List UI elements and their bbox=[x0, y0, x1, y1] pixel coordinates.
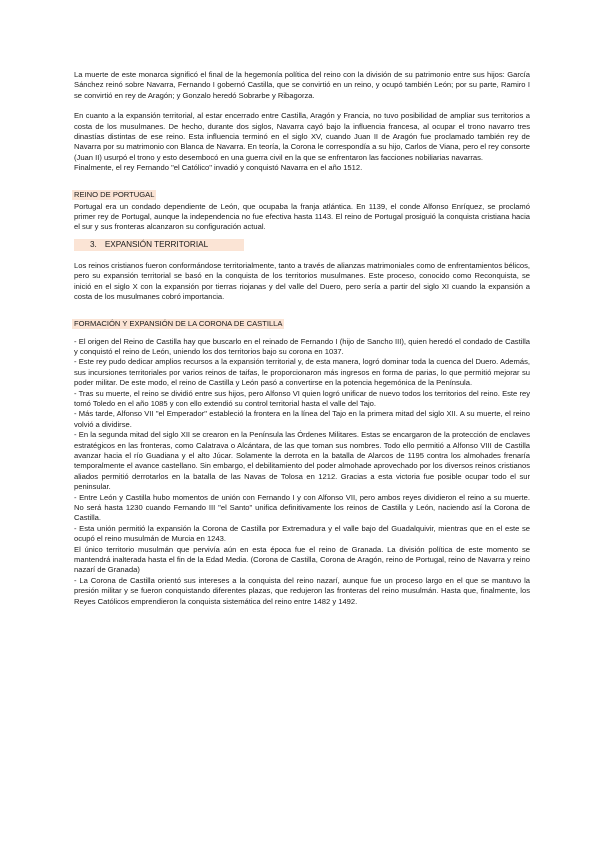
list-item-fernando-i: - El origen del Reino de Castilla hay que buscarlo en el reinado de Fernando I (hijo de Sancho III), quien heredó el condado de Castilla y conquistó el reino de León, uniendo los dos territorios bajo su corona en 1037. bbox=[74, 336, 530, 356]
section-title: EXPANSIÓN TERRITORIAL bbox=[104, 239, 209, 249]
paragraph-reconquista: Los reinos cristianos fueron conformándose territorialmente, tanto a través de alianzas matrimoniales como de enfrentamientos bélicos, pero su expansión territorial se basó en la conquista de los territorios musulmanes. Este proceso, conocido como Reconquista, se inició en el siglo X con la expansión por tierras riojanas y del valle del Duero, pero sería a partir del siglo XI cuando la expansión a costa de los musulmanes cobró importancia. bbox=[74, 260, 530, 302]
heading-corona-de-castilla: FORMACIÓN Y EXPANSIÓN DE LA CORONA DE CASTILLA bbox=[74, 318, 283, 328]
list-item-ordenes-militares: - En la segunda mitad del siglo XII se crearon en la Península las Órdenes Militares. Estas se encargaron de la protección de enclaves estratégicos en las fronteras, como Calatrava o Alcántara, de las que toman sus nombres. Todo ello permitió a Alfonso VIII de Castilla avanzar hacia el río Guadiana y el alto Júcar. Solamente la derrota en la batalla de Alarcos de 1195 contra los almohades frenaría temporalmente el avance castellano. Sin embargo, el debilitamiento del poder almohade aprovechado por los diversos reinos cristianos aliados permitió derrotarlos en la batalla de las Navas de Tolosa en 1212. Gracias a esta victoria fue posible ocupar todo el sur peninsular. bbox=[74, 430, 530, 492]
document-body bbox=[74, 70, 530, 607]
list-item-fernando-iii: - Entre León y Castilla hubo momentos de unión con Fernando I y con Alfonso VII, pero ambos reyes dividieron el reino a su muerte. No será hasta 1230 cuando Fernando III "el Santo" unifica definitivamente los reinos de Castilla y León, naciendo así la Corona de Castilla. bbox=[74, 492, 530, 523]
list-item-extremadura-murcia: - Esta unión permitió la expansión la Corona de Castilla por Extremadura y el valle bajo del Guadalquivir, mientras que en el este se ocupó el reino musulmán de Murcia en 1243. bbox=[74, 523, 530, 544]
list-item-reino-nazari: - La Corona de Castilla orientó sus intereses a la conquista del reino nazarí, aunque fue un proceso largo en el que se mantuvo la presión militar y se fueron conquistando diferentes plazas, que redujeron las fronteras del reino musulmán. Hasta que, finalmente, los Reyes Católicos emprendieron la conquista sistemática del reino entre 1482 y 1492. bbox=[74, 575, 530, 606]
list-item-duero-expansion: - Este rey pudo dedicar amplios recursos a la expansión territorial y, de esta manera, logró dominar toda la cuenca del Duero. Además, sus incursiones territoriales por varios reinos de taifas, le proporcionaron más ingresos en forma de parias, lo que permitió mejorar su poder militar. De este modo, el reino de Castilla y León pasó a convertirse en la potencia hegemónica de la Península. bbox=[74, 357, 530, 388]
paragraph-navarra-conquest: Finalmente, el rey Fernando "el Católico" invadió y conquistó Navarra en el año 1512. bbox=[74, 163, 363, 173]
paragraph-granada: El único territorio musulmán que pervivía aún en esta época fue el reino de Granada. La división política de este momento se mantendrá inalterada hasta el fin de la Edad Media. (Corona de Castilla, Corona de Aragón, reino de Portugal, reino de Navarra y reino nazarí de Granada) bbox=[74, 544, 530, 575]
paragraph-navarra-expansion: En cuanto a la expansión territorial, al estar encerrado entre Castilla, Aragón y Francia, no tuvo posibilidad de ampliar sus territorios a costa de los musulmanes. De hecho, durante dos siglos, Navarra cayó bajo la influencia francesa, al ocupar el trono navarro tres dinastías distintas de ese reino. Esta influencia terminó en el siglo XV, cuando Juan II de Aragón fue proclamado también rey de Navarra por su matrimonio con Blanca de Navarra. En teoría, la Corona le correspondía a su hijo, Carlos de Viana, pero el rey consorte (Juan II) usurpó el trono y esto desembocó en una guerra civil en la que se enfrentaron las facciones nobiliarias navarras. bbox=[74, 111, 530, 162]
heading-reino-de-portugal: REINO DE PORTUGAL bbox=[74, 189, 155, 199]
list-item-alfonso-vi: - Tras su muerte, el reino se dividió entre sus hijos, pero Alfonso VI quien logró unificar de nuevo todos los territorios del reino. Este rey tomó Toledo en el año 1085 y con ello extendió su control territorial hasta el valle del Tajo. bbox=[74, 388, 530, 408]
list-item-alfonso-vii: - Más tarde, Alfonso VII "el Emperador" estableció la frontera en la línea del Tajo en la primera mitad del siglo XII. A su muerte, el reino volvió a dividirse. bbox=[74, 409, 530, 429]
paragraph-portugal: Portugal era un condado dependiente de León, que ocupaba la franja atlántica. En 1139, el conde Alfonso Enríquez, se proclamó primer rey de Portugal, aunque la independencia no fue efectiva hasta 1143. El reino de Portugal prosiguió la conquista cristiana hacia el sur y sus fronteras alcanzaron su configuración actual. bbox=[74, 201, 530, 232]
paragraph-navarra-division: La muerte de este monarca significó el final de la hegemonía política del reino con la división de su patrimonio entre sus hijos: García Sánchez reinó sobre Navarra, Fernando I gobernó Castilla, que se convirtió en un reino, y ocupó también León; por su parte, Ramiro I se convirtió en rey de Aragón; y Gonzalo heredó Sobrarbe y Ribagorza. bbox=[74, 70, 530, 100]
section-heading-expansion bbox=[74, 239, 244, 251]
section-number: 3. bbox=[90, 239, 97, 249]
